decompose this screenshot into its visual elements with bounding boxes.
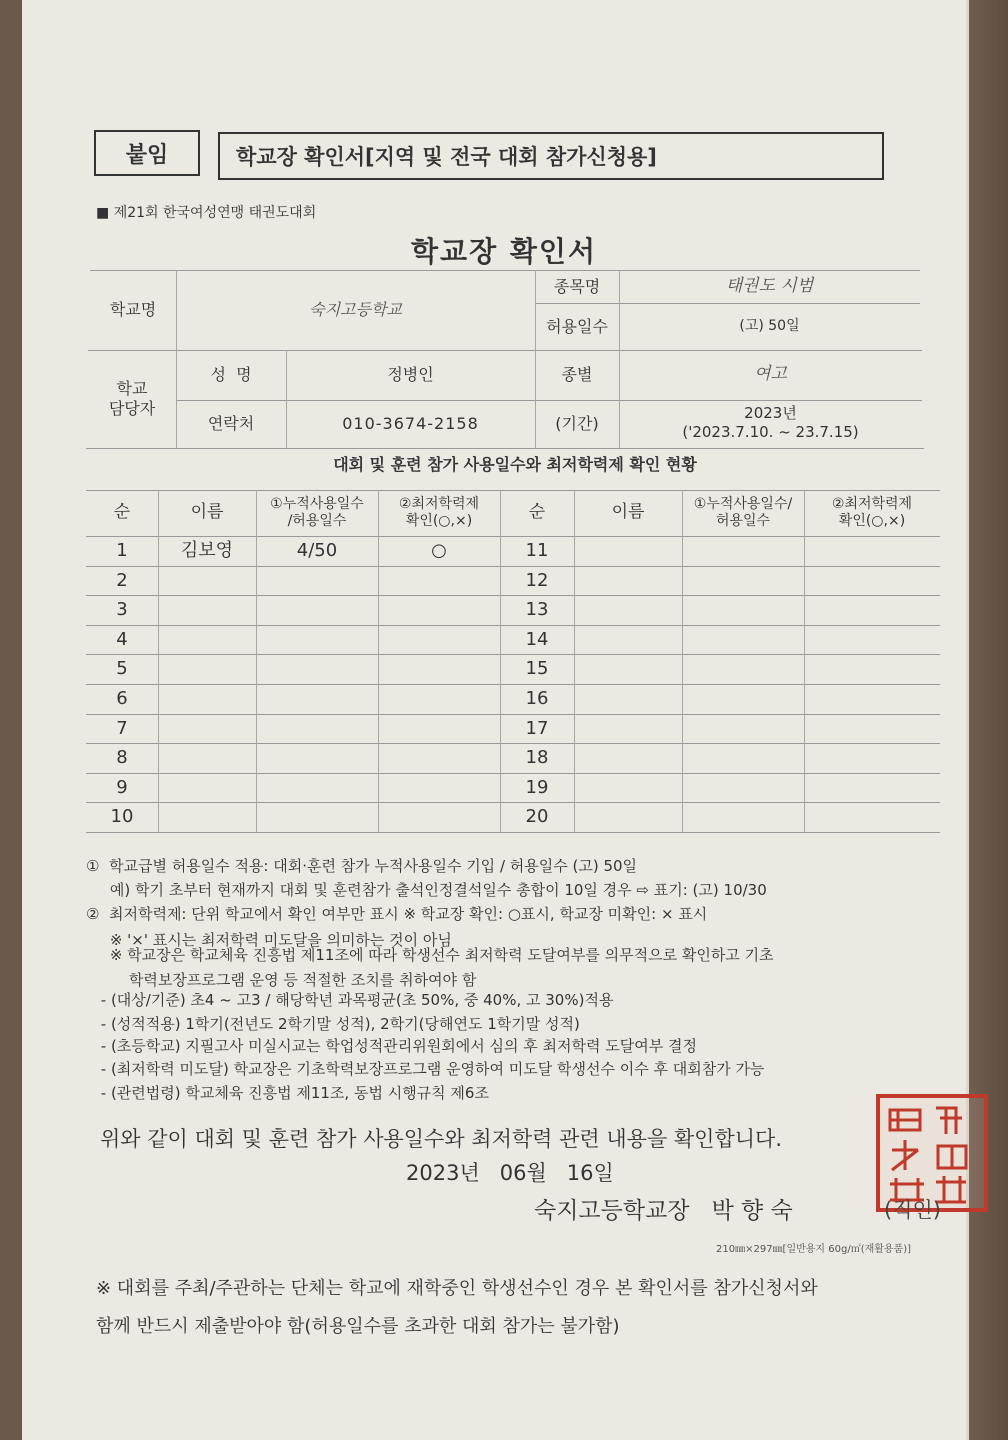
table-cell-days: [682, 536, 804, 566]
table-cell-days: [256, 654, 378, 684]
table-cell-days: [682, 654, 804, 684]
table-cell-name: [158, 654, 256, 684]
paper-spec: 210㎜×297㎜[일반용지 60g/㎡(재활용품)]: [716, 1244, 912, 1255]
table-cell-name: [574, 684, 682, 714]
table-cell-no: 13: [525, 598, 549, 620]
document-title: 학교장 확인서: [410, 235, 598, 268]
note-line: - (대상/기준) 초4 ~ 고3 / 해당학년 과목평균(초 50%, 중 40%, 고 30%)적용: [96, 991, 614, 1009]
school-label: 학교명: [109, 300, 157, 319]
contact-label: 학교 담당자: [108, 379, 156, 418]
table-cell-check: [804, 595, 940, 625]
table-cell-check: [804, 773, 940, 803]
table-cell-name: [158, 802, 256, 832]
table-cell-name: [158, 684, 256, 714]
header-days: ①누적사용일수/ 허용일수: [693, 495, 793, 529]
table-cell-no: 5: [116, 657, 128, 679]
table-cell-check: [804, 684, 940, 714]
table-cell-name: [574, 625, 682, 655]
school-value: 숙지고등학교: [309, 300, 402, 319]
category-label: 종별: [561, 365, 593, 384]
table-cell-name: [574, 536, 682, 566]
event-line: [96, 202, 316, 222]
header-check: ②최저학력제 확인(○,×): [831, 495, 913, 529]
table-cell-name: [574, 654, 682, 684]
header-days: ①누적사용일수 /허용일수: [270, 495, 364, 529]
header-no: 순: [113, 502, 131, 523]
table-cell-no: 20: [525, 805, 549, 827]
confirm-date: 2023년 06월 16일: [406, 1161, 614, 1185]
header-name: 이름: [611, 502, 645, 523]
table-cell-no: 18: [525, 746, 549, 768]
table-cell-days: [256, 684, 378, 714]
table-cell-no: 19: [525, 776, 549, 798]
table-cell-days: [256, 773, 378, 803]
note-line: ① 학교급별 허용일수 적용: 대회·훈련 참가 누적사용일수 기입 / 허용일수 (고) 50일: [86, 857, 638, 875]
table-cell-check: [804, 566, 940, 596]
table-cell-days: [256, 625, 378, 655]
bullet-icon: ■: [96, 205, 114, 221]
footer-line-2: 함께 반드시 제출받아야 함(허용일수를 초과한 대회 참가는 불가함): [96, 1316, 620, 1337]
event-type-label: 종목명: [553, 277, 601, 296]
table-cell-no: 17: [525, 717, 549, 739]
table-cell-no: 11: [525, 539, 549, 561]
table-cell-name: [574, 714, 682, 744]
table-cell-no: 2: [116, 569, 128, 591]
table-cell-days: [682, 595, 804, 625]
event-type-value: 태권도 시범: [725, 276, 814, 297]
table-cell-name: [574, 773, 682, 803]
note-line: ※ '×' 표시는 최저학력 미도달을 의미하는 것이 아님: [86, 931, 452, 949]
table-cell-days: [682, 743, 804, 773]
phone-value: 010-3674-2158: [342, 414, 479, 433]
table-cell-check: [804, 536, 940, 566]
table-cell-no: 9: [116, 776, 128, 798]
table-cell-no: 6: [116, 687, 128, 709]
header-name: 이름: [190, 502, 224, 523]
table-cell-check: [378, 743, 500, 773]
table-cell-check: [804, 714, 940, 744]
table-cell-check: [378, 625, 500, 655]
allowed-days-label: 허용일수: [546, 317, 608, 336]
table-cell-no: 4: [116, 628, 128, 650]
table-cell-days: [256, 566, 378, 596]
table-cell-days: [682, 773, 804, 803]
table-cell-name: [158, 625, 256, 655]
table-cell-check: [378, 684, 500, 714]
note-line: 예) 학기 초부터 현재까지 대회 및 훈련참가 출석인정결석일수 총합이 10일 경우 ⇨ 표기: (고) 10/30: [86, 881, 767, 899]
table-cell-no: 3: [116, 598, 128, 620]
note-line: - (관련법령) 학교체육 진흥법 제11조, 동법 시행규칙 제6조: [96, 1084, 489, 1102]
table-cell-check: [804, 743, 940, 773]
table-cell-days: [682, 714, 804, 744]
table-cell-no: 10: [110, 805, 134, 827]
table-cell-days: [682, 625, 804, 655]
note-line: - (성적적용) 1학기(전년도 2학기말 성적), 2학기(당해연도 1학기말 성적): [96, 1015, 580, 1033]
table-cell-no: 16: [525, 687, 549, 709]
table-cell-check: [378, 802, 500, 832]
table-cell-no: 1: [116, 539, 128, 561]
principal-name: 숙지고등학교장 박 향 숙: [534, 1198, 793, 1224]
period-value: 2023년 ('2023.7.10. ~ 23.7.15): [682, 404, 859, 441]
table-cell-days: [256, 802, 378, 832]
note-line: ※ 학교장은 학교체육 진흥법 제11조에 따라 학생선수 최저학력 도달여부를 의무적으로 확인하고 기초: [86, 946, 774, 964]
header-no: 순: [528, 502, 546, 523]
table-cell-name: [574, 566, 682, 596]
table-cell-check: [804, 654, 940, 684]
seal-pattern-icon: [880, 1098, 984, 1208]
confirm-text: 위와 같이 대회 및 훈련 참가 사용일수와 최저학력 관련 내용을 확인합니다.: [100, 1127, 783, 1151]
table-cell-days: [682, 566, 804, 596]
table-cell-name: [574, 743, 682, 773]
phone-label: 연락처: [207, 414, 255, 433]
table-cell-name: [158, 566, 256, 596]
table-cell-no: 7: [116, 717, 128, 739]
table-cell-check: [804, 802, 940, 832]
table-cell-name: [574, 595, 682, 625]
table-cell-days: 4/50: [296, 539, 338, 561]
table-cell-days: [256, 595, 378, 625]
table-cell-check: [378, 654, 500, 684]
table-cell-name: 김보영: [180, 539, 234, 561]
note-line: - (최저학력 미도달) 학교장은 기초학력보장프로그램 운영하여 미도달 학생선수 이수 후 대회참가 가능: [96, 1060, 765, 1078]
name-value: 정병인: [387, 365, 434, 384]
name-label: 성 명: [210, 365, 252, 384]
allowed-days-value: (고) 50일: [739, 318, 800, 335]
table-cell-days: [682, 802, 804, 832]
note-line: - (초등학교) 지필고사 미실시교는 학업성적관리위원회에서 심의 후 최저학력 도달여부 결정: [96, 1037, 697, 1055]
table-cell-name: [158, 743, 256, 773]
seal-mark: (직인): [884, 1198, 941, 1222]
table-cell-days: [256, 743, 378, 773]
footer-line-1: ※ 대회를 주최/주관하는 단체는 학교에 재학중인 학생선수인 경우 본 확인서를 참가신청서와: [96, 1278, 818, 1299]
header-title: 학교장 확인서[지역 및 전국 대회 참가신청용]: [218, 132, 884, 180]
table-cell-check: [378, 595, 500, 625]
header-check: ②최저학력제 확인(○,×): [398, 495, 480, 529]
table-cell-check: [378, 566, 500, 596]
table-cell-check: [804, 625, 940, 655]
note-line: 학력보장프로그램 운영 등 적절한 조치를 취하여야 함: [86, 971, 477, 989]
table-row-border: [86, 832, 940, 833]
table-cell-name: [158, 595, 256, 625]
table-cell-name: [158, 714, 256, 744]
table-cell-check: [378, 773, 500, 803]
table-cell-name: [574, 802, 682, 832]
table-cell-no: 8: [116, 746, 128, 768]
table-cell-no: 15: [525, 657, 549, 679]
table-cell-check: [378, 714, 500, 744]
table-cell-days: [256, 714, 378, 744]
note-line: ② 최저학력제: 단위 학교에서 확인 여부만 표시 ※ 학교장 확인: ○표시, 학교장 미확인: × 표시: [86, 905, 708, 923]
status-title: 대회 및 훈련 참가 사용일수와 최저학력제 확인 현황: [333, 455, 697, 474]
table-cell-no: 14: [525, 628, 549, 650]
attachment-tag: 붙임: [94, 130, 200, 176]
table-cell-check: ○: [431, 539, 447, 561]
table-cell-days: [682, 684, 804, 714]
event-name: 제21회 한국여성연맹 태권도대회: [113, 205, 317, 221]
table-cell-name: [158, 773, 256, 803]
period-label: (기간): [555, 414, 599, 433]
table-cell-no: 12: [525, 569, 549, 591]
category-value: 여고: [754, 364, 787, 385]
